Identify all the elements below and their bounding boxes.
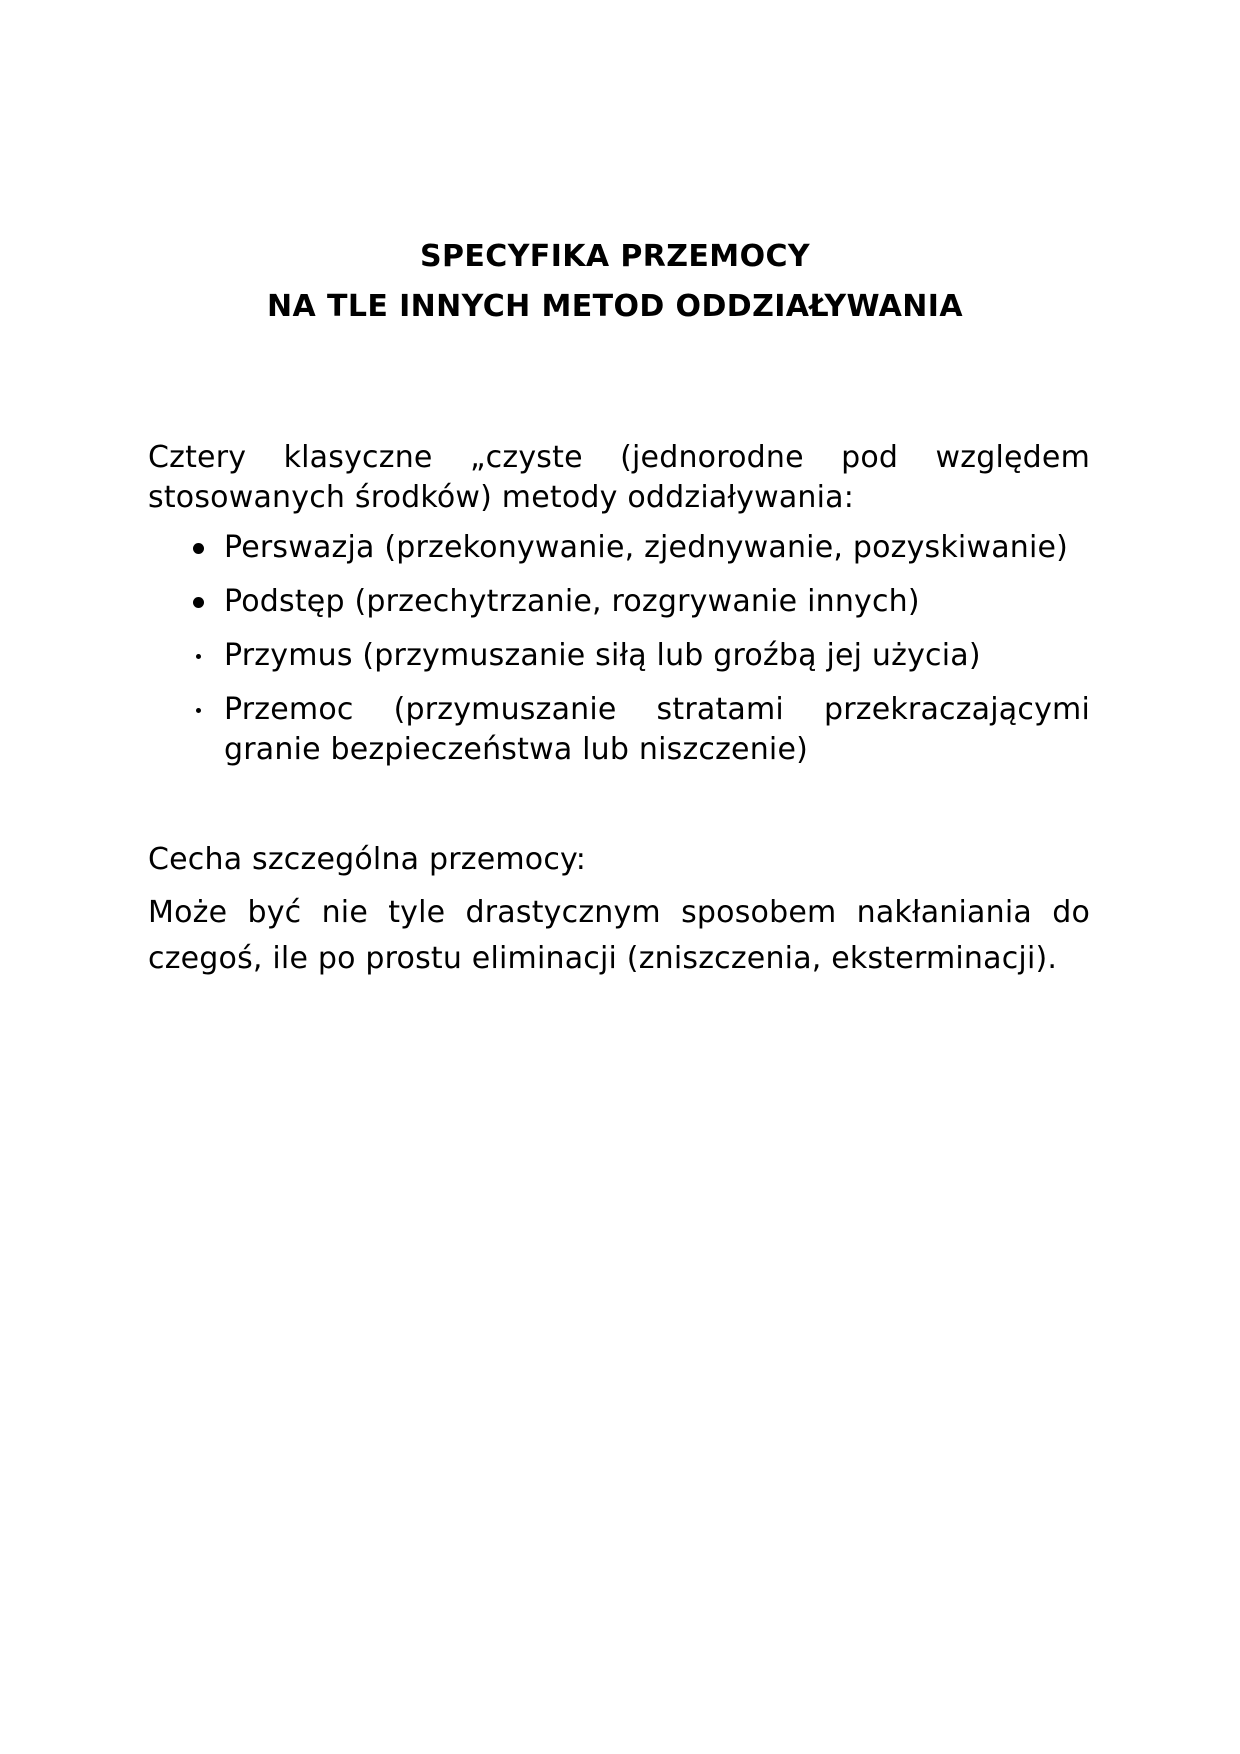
list-item [148, 528, 1090, 568]
title-line-1: SPECYFIKA PRZEMOCY [419, 239, 811, 274]
feature-heading: Cecha szczególna przemocy: [148, 842, 587, 877]
list-item [148, 690, 1090, 770]
feature-paragraph: Może być nie tyle drastycznym sposobem nakłaniania do czegoś, ile po prostu eliminacji (zniszczenia, eksterminacji). [148, 895, 1090, 976]
list-item-text: Podstęp (przechytrzanie, rozgrywanie innych) [224, 584, 920, 619]
document-body [148, 438, 1090, 982]
bullet-disc-icon [188, 582, 208, 622]
title-line-2: NA TLE INNYCH METOD ODDZIAŁYWANIA [267, 289, 963, 324]
intro-paragraph: Cztery klasyczne „czyste (jednorodne pod względem stosowanych środków) metody oddziaływania: [148, 440, 1090, 515]
list-item-text: Przemoc (przymuszanie stratami przekraczającymi granie bezpieczeństwa lub niszczenie) [224, 692, 1090, 767]
bullet-dot-icon [188, 636, 208, 676]
list-item-text: Przymus (przymuszanie siłą lub groźbą jej użycia) [224, 638, 981, 673]
bullet-disc-icon [188, 528, 208, 568]
document-title [0, 232, 1230, 332]
bullet-dot-icon [188, 690, 208, 730]
list-item [148, 582, 1090, 622]
list-item [148, 636, 1090, 676]
list-item-text: Perswazja (przekonywanie, zjednywanie, pozyskiwanie) [224, 530, 1069, 565]
methods-list [148, 528, 1090, 770]
